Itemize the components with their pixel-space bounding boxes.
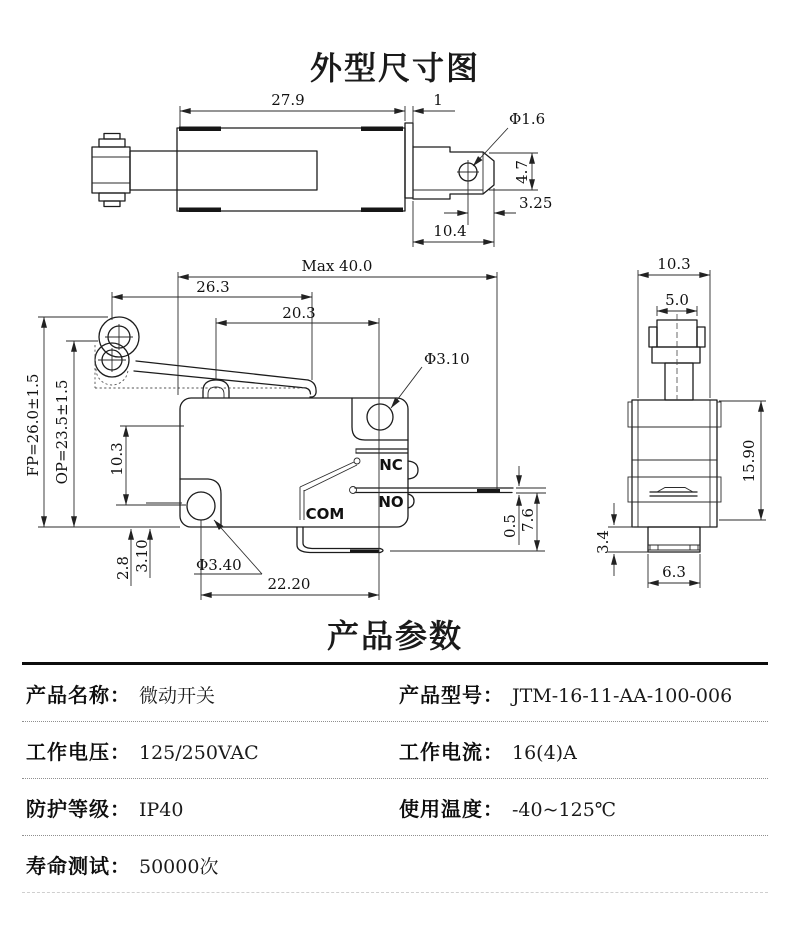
dim-end-height: 15.90 [740,439,758,483]
dim-end-roller-width: 5.0 [665,291,689,309]
dim-side-22-20: 22.20 [267,575,311,593]
table-row [22,836,768,893]
dim-side-max-length: Max 40.0 [301,257,373,275]
param-label: 工作电压： [26,741,131,764]
dim-side-op: OP=23.5±1.5 [53,379,71,485]
param-value: -40~125℃ [512,798,617,821]
param-label: 工作电流： [399,741,504,764]
table-row [22,665,768,722]
dim-top-hole: Φ1.6 [509,110,546,128]
view-top [92,91,552,247]
param-product-model [395,679,768,708]
dim-end-width: 10.3 [657,255,691,273]
param-label: 产品型号： [399,684,504,707]
label-no-terminal: NO [378,493,404,511]
param-label: 使用温度： [399,798,504,821]
label-nc-terminal: NC [379,456,403,474]
dim-end-foot-height: 3.4 [594,530,612,554]
param-value: 微动开关 [139,684,216,707]
param-value: IP40 [139,798,184,821]
dim-side-26-3: 26.3 [196,278,230,296]
view-side [24,257,546,600]
param-protection-rating [22,793,395,822]
dim-top-terminal: 10.4 [433,222,467,240]
dim-side-fp: FP=26.0±1.5 [24,373,42,477]
param-product-name [22,679,395,708]
dim-top-offset: 3.25 [519,194,553,212]
dim-side-10-3: 10.3 [108,442,126,476]
dim-top-height: 4.7 [513,160,531,184]
label-com-terminal: COM [305,505,345,523]
dim-side-7-6: 7.6 [519,508,537,532]
table-row [22,779,768,836]
param-life-test [22,850,395,879]
dim-top-gap: 1 [433,91,443,109]
product-parameters-table [22,662,768,893]
view-end [594,255,766,588]
dim-side-3-10: 3.10 [133,539,151,573]
param-operating-temperature [395,793,768,822]
dim-top-width: 27.9 [271,91,305,109]
dim-end-foot-width: 6.3 [662,563,686,581]
dim-side-2-8: 2.8 [114,556,132,580]
table-row [22,722,768,779]
param-label: 产品名称： [26,684,131,707]
param-working-voltage [22,736,395,765]
param-value: 125/250VAC [139,741,259,764]
dim-side-hole-bottom: Φ3.40 [196,556,242,574]
param-label: 寿命测试： [26,855,131,878]
param-value: 16(4)A [512,741,577,764]
dim-side-hole-top: Φ3.10 [424,350,470,368]
page-title-product-parameters: 产品参数 [326,618,463,654]
page-title-outline-dimensions: 外型尺寸图 [309,50,480,86]
param-working-current [395,736,768,765]
param-value: 50000次 [139,855,219,878]
param-value: JTM-16-11-AA-100-006 [512,684,733,707]
dim-side-20-3: 20.3 [282,304,316,322]
dim-side-0-5: 0.5 [501,514,519,538]
param-label: 防护等级： [26,798,131,821]
